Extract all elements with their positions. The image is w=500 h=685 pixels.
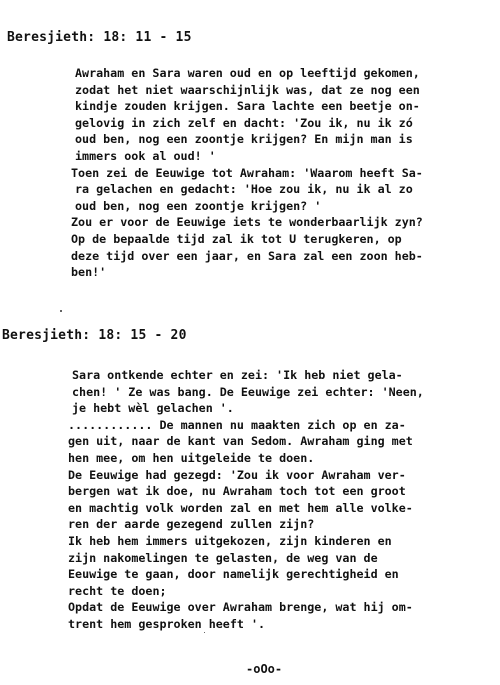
text-line: ren der aarde gezegend zullen zijn? [68, 517, 315, 532]
text-line: zijn nakomelingen te gelasten, de weg van de [68, 550, 378, 565]
section-heading-2: Beresjieth: 18: 15 - 20 [2, 328, 187, 343]
text-line: chen! ' Ze was bang. De Eeuwige zei echter: 'Neen, [72, 384, 424, 399]
section-paragraph-1 [71, 65, 423, 281]
text-line: Eeuwige te gaan, door namelijk gerechtigheid en [68, 567, 399, 582]
text-line: De Eeuwige had gezegd: 'Zou ik voor Awraham ver- [68, 467, 406, 482]
text-line: gelovig in zich zelf en dacht: 'Zou ik, nu ik zó [75, 115, 413, 130]
section-paragraph-2 [68, 367, 424, 633]
text-line: je hebt wèl gelachen '. [72, 401, 234, 416]
text-line: Ik heb hem immers uitgekozen, zijn kinderen en [68, 533, 392, 548]
text-line: recht te doen; [68, 583, 167, 598]
text-line: Awraham en Sara waren oud en op leeftijd gekomen, [75, 66, 420, 80]
text-line: Zou er voor de Eeuwige iets te wonderbaarlijk zyn? [71, 215, 423, 230]
text-line: oud ben, nog een zoontje krijgen? ' [75, 198, 322, 213]
text-line: gen uit, naar de kant van Sedom. Awraham ging met [68, 434, 413, 449]
text-line: ben!' [71, 265, 107, 280]
text-line: deze tijd over een jaar, en Sara zal een zoon heb- [71, 248, 423, 263]
section-heading-1: Beresjieth: 18: 11 - 15 [7, 30, 192, 45]
text-line: en machtig volk worden zal en met hem alle volke- [68, 500, 413, 515]
text-line: zodat het niet waarschijnlijk was, dat ze nog een [75, 82, 420, 97]
end-mark: -oOo- [246, 662, 283, 676]
text-line: ra gelachen en gedacht: 'Hoe zou ik, nu ik al zo [75, 182, 413, 197]
text-line: Toen zei de Eeuwige tot Awraham: 'Waarom heeft Sa- [71, 165, 423, 180]
text-line: immers ook al oud! ' [75, 148, 216, 163]
text-line: Sara ontkende echter en zei: 'Ik heb niet gela- [72, 368, 403, 382]
text-line: bergen wat ik doe, nu Awraham toch tot een groot [68, 484, 406, 499]
text-line: trent hem gesproken heeft '. [68, 616, 266, 631]
scan-speck [204, 632, 205, 633]
text-line: Opdat de Eeuwige over Awraham brenge, wat hij om- [68, 600, 413, 615]
text-line: oud ben, nog een zoontje krijgen? En mijn man is [75, 132, 413, 147]
text-line: kindje zouden krijgen. Sara lachte een beetje on- [75, 99, 420, 114]
text-line: ............ De mannen nu maakten zich op en za- [68, 417, 406, 432]
text-line: hen mee, om hen uitgeleide te doen. [68, 450, 315, 465]
scan-speck [60, 310, 62, 312]
text-line: Op de bepaalde tijd zal ik tot U terugkeren, op [71, 231, 402, 246]
